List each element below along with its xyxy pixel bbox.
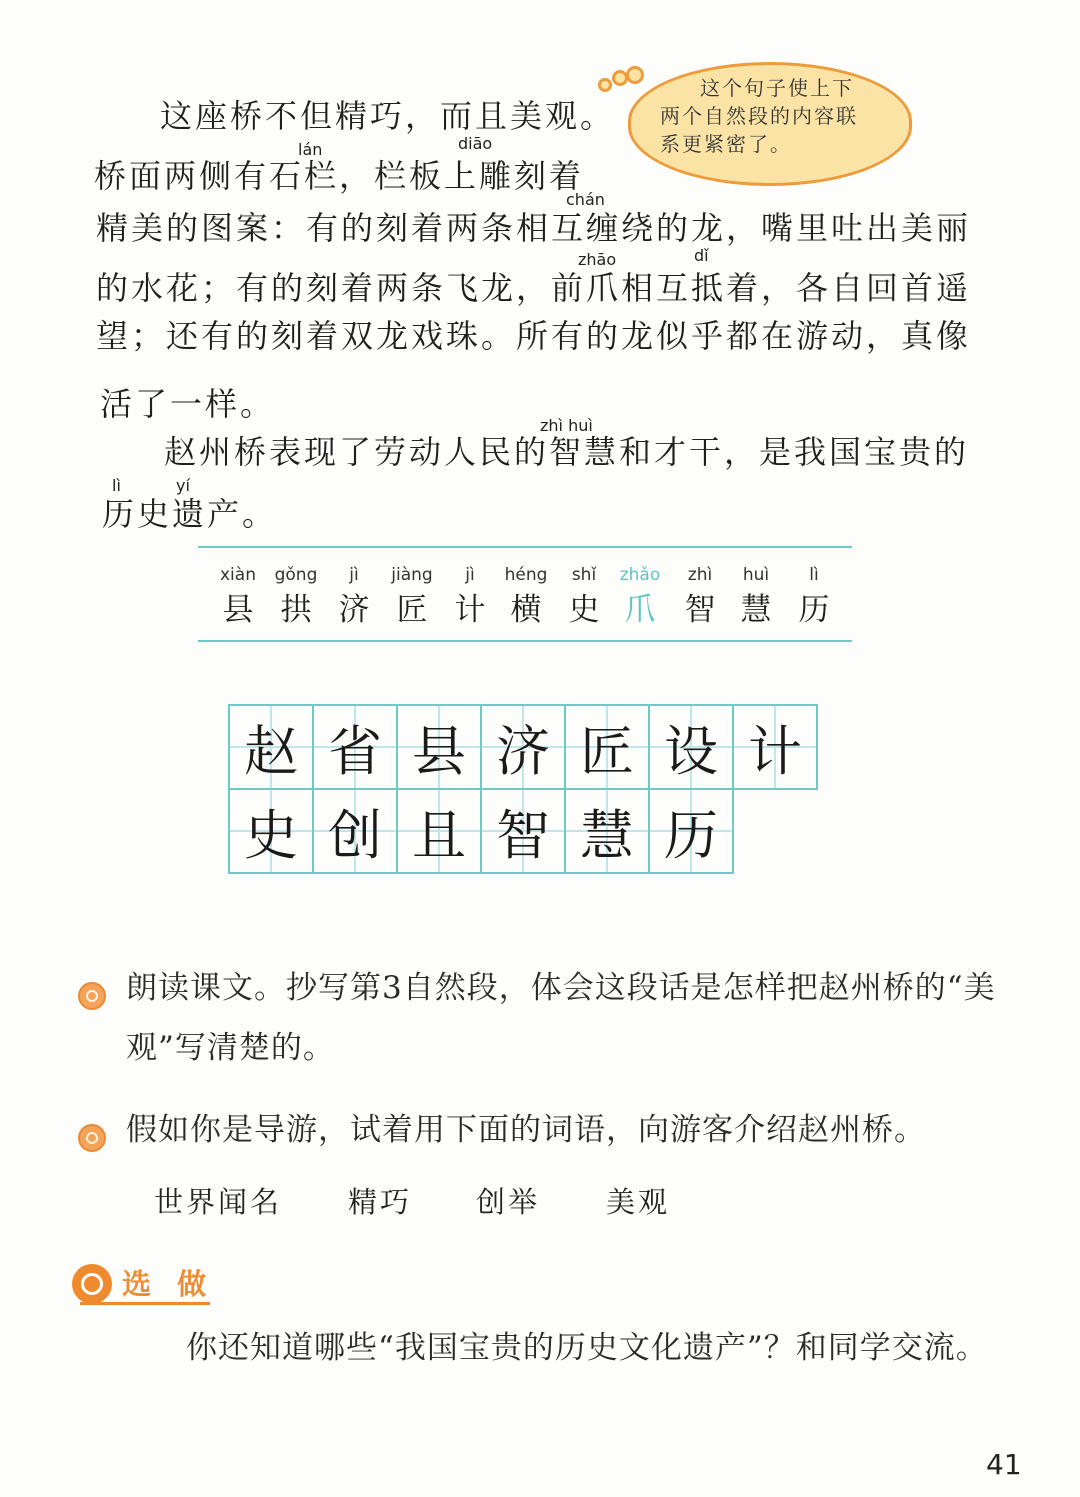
tip-bubble-text xyxy=(660,74,896,158)
page-number: 41 xyxy=(986,1448,1022,1481)
band-bottom-line xyxy=(198,640,852,642)
new-char-item: shǐ 史 xyxy=(568,565,600,628)
bubble-dot xyxy=(598,78,612,92)
pinyin-lan: lán xyxy=(298,140,323,159)
new-char-item: xiàn 县 xyxy=(220,565,256,628)
tip-line: 系更紧密了。 xyxy=(660,132,792,156)
passage-line-4: 的水花；有的刻着两条飞龙，前爪相互抵着，各自回首遥 xyxy=(96,269,972,307)
grid-cell: 智 xyxy=(481,789,565,873)
pinyin-chan: chán xyxy=(566,190,605,209)
optional-label: 选 做 xyxy=(122,1267,215,1301)
exercise-2: 假如你是导游，试着用下面的词语，向游客介绍赵州桥。 xyxy=(126,1112,926,1148)
pinyin-zhao: zhāo xyxy=(578,250,617,269)
optional-text: 你还知道哪些“我国宝贵的历史文化遗产”？和同学交流。 xyxy=(186,1330,988,1366)
new-char-item: jì 济 xyxy=(338,565,370,628)
passage-line-1: 这座桥不但精巧，而且美观。 xyxy=(160,97,616,135)
grid-cell: 省 xyxy=(313,705,397,789)
bubble-dot xyxy=(626,66,644,84)
word-item: 创举 xyxy=(476,1185,541,1219)
new-char-item: zhì 智 xyxy=(684,565,716,628)
new-char-item: jì 计 xyxy=(454,565,486,628)
writing-grid xyxy=(228,704,818,874)
pinyin-zhihui: zhì huì xyxy=(540,416,593,435)
word-item: 精巧 xyxy=(348,1185,413,1219)
exercise-1-line-1: 朗读课文。抄写第3自然段，体会这段话是怎样把赵州桥的“美 xyxy=(126,970,996,1006)
optional-icon xyxy=(72,1264,112,1304)
grid-cell-empty xyxy=(733,789,817,873)
passage-line-3: 精美的图案：有的刻着两条相互缠绕的龙，嘴里吐出美丽 xyxy=(96,209,972,247)
grid-cell: 史 xyxy=(229,789,313,873)
new-char-item: gǒng 拱 xyxy=(274,565,318,628)
new-char-item: huì 慧 xyxy=(740,565,772,628)
grid-cell: 计 xyxy=(733,705,817,789)
tip-line: 这个句子使上下 xyxy=(700,76,854,100)
exercise-1-line-2: 观”写清楚的。 xyxy=(126,1030,335,1066)
new-char-item: héng 横 xyxy=(504,565,548,628)
pinyin-yi: yí xyxy=(176,476,190,495)
exercise-bullet-icon xyxy=(78,1124,106,1152)
grid-cell: 且 xyxy=(397,789,481,873)
grid-cell: 赵 xyxy=(229,705,313,789)
passage-line-5: 望；还有的刻着双龙戏珠。所有的龙似乎都在游动，真像 xyxy=(96,317,972,355)
passage-line-2: 桥面两侧有石栏，栏板上雕刻着 xyxy=(94,157,585,195)
pinyin-li: lì xyxy=(112,476,121,495)
grid-cell: 慧 xyxy=(565,789,649,873)
pinyin-di: dǐ xyxy=(694,246,709,265)
passage-line-8: 历史遗产。 xyxy=(102,495,278,533)
word-item: 世界闻名 xyxy=(154,1185,283,1219)
passage-line-6: 活了一样。 xyxy=(100,385,276,423)
word-item: 美观 xyxy=(606,1185,671,1219)
writing-grid-row xyxy=(229,789,817,873)
grid-cell: 济 xyxy=(481,705,565,789)
grid-cell: 历 xyxy=(649,789,733,873)
new-char-item-highlight: zhǎo 爪 xyxy=(619,565,661,628)
new-char-item: lì 历 xyxy=(798,565,830,628)
grid-cell: 匠 xyxy=(565,705,649,789)
new-char-item: jiàng 匠 xyxy=(391,565,433,628)
passage-line-7: 赵州桥表现了劳动人民的智慧和才干，是我国宝贵的 xyxy=(164,433,970,471)
optional-underline xyxy=(80,1302,210,1305)
exercise-bullet-icon xyxy=(78,982,106,1010)
grid-cell: 设 xyxy=(649,705,733,789)
writing-grid-row xyxy=(229,705,817,789)
band-top-line xyxy=(198,546,852,548)
tip-line: 两个自然段的内容联 xyxy=(660,104,858,128)
grid-cell: 县 xyxy=(397,705,481,789)
pinyin-diao: diāo xyxy=(458,134,493,153)
grid-cell: 创 xyxy=(313,789,397,873)
